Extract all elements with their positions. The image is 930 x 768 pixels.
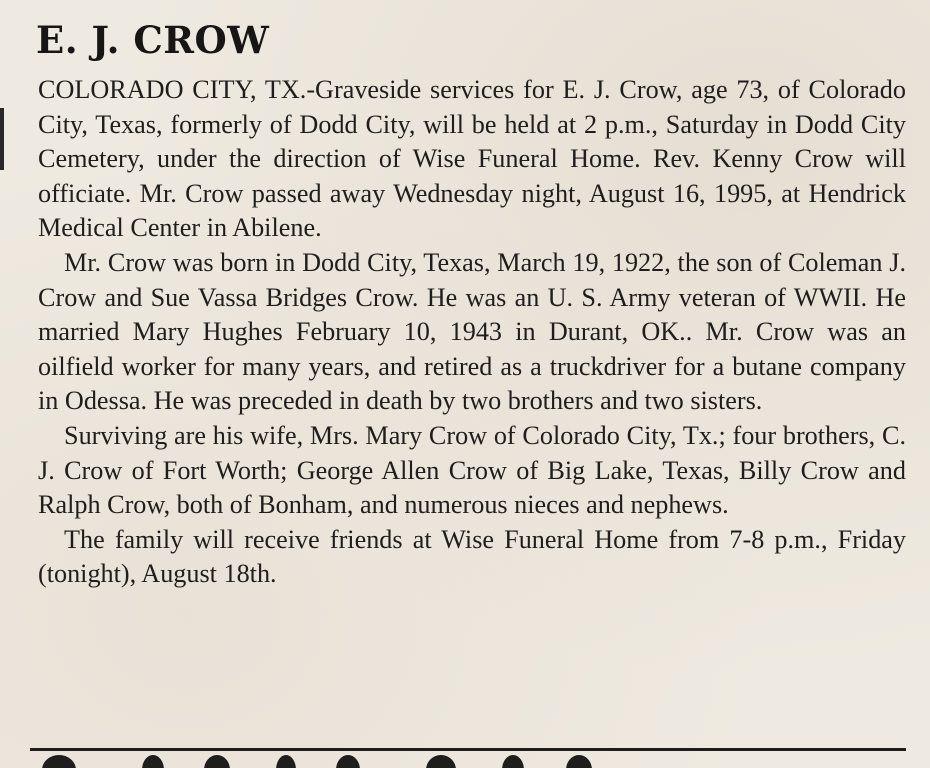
column-divider-rule (30, 748, 906, 751)
paragraph-services: COLORADO CITY, TX.-Graveside services for E. J. Crow, age 73, of Colorado City, Texas, formerly of Dodd City, will be held at 2 p.m., Saturday in Dodd City Cemetery, under the direction of Wise Funeral Home. Rev. Kenny Crow will officiate. Mr. Crow passed away Wednesday night, August 16, 1995, at Hendrick Medical Center in Abilene. (38, 75, 906, 243)
next-article-heading-fragment (34, 755, 894, 768)
paragraph-biography: Mr. Crow was born in Dodd City, Texas, March 19, 1922, the son of Coleman J. Crow and Sue Vassa Bridges Crow. He was an U. S. Army veteran of WWII. He married Mary Hughes February 10, 1943 in Durant, OK.. Mr. Crow was an oilfield worker for many years, and retired as a truckdriver for a butane company in Odessa. He was preceded in death by two brothers and two sisters. (38, 247, 906, 416)
obituary-headline: E. J. CROW (36, 18, 270, 62)
paragraph-visitation: The family will receive friends at Wise Funeral Home from 7-8 p.m., Friday (tonight), August 18th. (38, 524, 906, 589)
paragraph-survivors: Surviving are his wife, Mrs. Mary Crow of Colorado City, Tx.; four brothers, C. J. Crow of Fort Worth; George Allen Crow of Big Lake, Texas, Billy Crow and Ralph Crow, both of Bonham, and numerous nieces and nephews. (38, 420, 906, 520)
obituary-body (38, 73, 906, 592)
adjacent-column-edge (0, 108, 4, 170)
